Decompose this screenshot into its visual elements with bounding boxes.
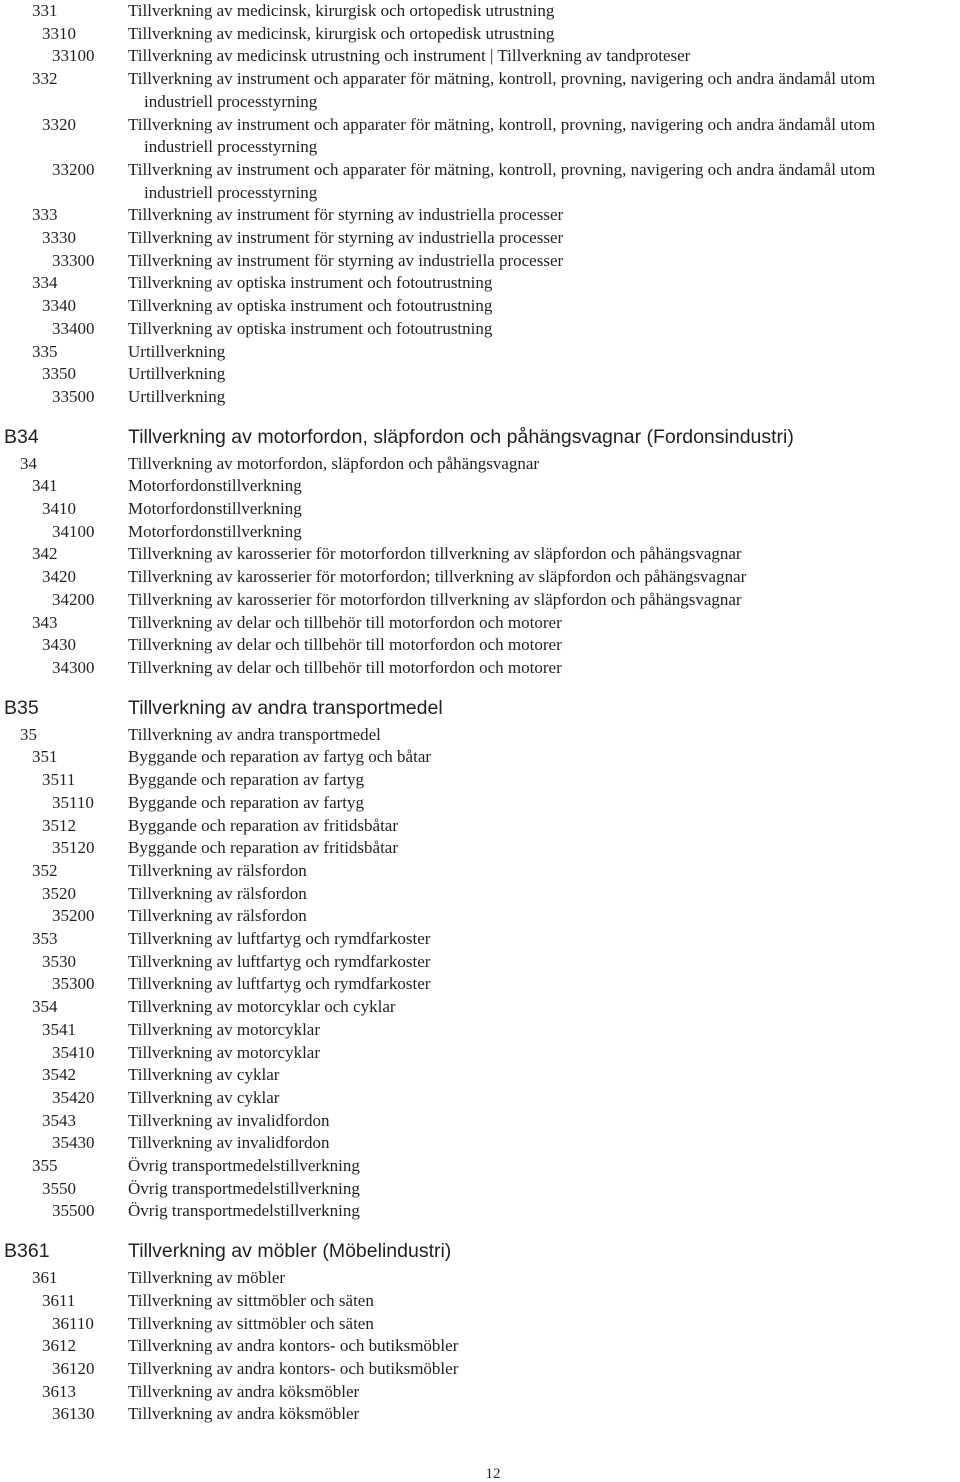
entry-code: 351 <box>32 747 58 767</box>
entry-code: 355 <box>32 1156 58 1176</box>
entry-description: Tillverkning av sittmöbler och säten <box>128 1313 374 1333</box>
entry-description: Motorfordonstillverkning <box>128 476 302 496</box>
entry-code: 35120 <box>52 838 95 858</box>
entry-description: Tillverkning av karosserier för motorfordon tillverkning av släpfordon och påhängsvagnar <box>128 589 742 609</box>
entry-code: 3611 <box>42 1290 76 1310</box>
classification-entry <box>0 453 960 476</box>
classification-entry <box>0 0 960 23</box>
classification-entry <box>0 341 960 364</box>
entry-description: Tillverkning av delar och tillbehör till motorfordon och motorer <box>128 657 562 677</box>
entry-code: 3520 <box>42 883 76 903</box>
classification-entry <box>0 386 960 409</box>
entry-code: 35200 <box>52 906 95 926</box>
section-header <box>0 696 960 720</box>
classification-entry <box>0 1110 960 1133</box>
classification-entry <box>0 68 960 113</box>
classification-entry <box>0 318 960 341</box>
entry-description: Tillverkning av optiska instrument och fotoutrustning <box>128 273 493 293</box>
classification-entry <box>0 363 960 386</box>
classification-entry <box>0 295 960 318</box>
section-code: B35 <box>4 696 39 719</box>
entry-description: industriell processtyrning <box>144 182 318 202</box>
classification-entry <box>0 883 960 906</box>
classification-entry <box>0 905 960 928</box>
entry-description: industriell processtyrning <box>144 137 318 157</box>
classification-entry <box>0 45 960 68</box>
entry-code: 3512 <box>42 815 76 835</box>
section-title: Tillverkning av andra transportmedel <box>128 696 443 719</box>
entry-code: 343 <box>32 612 58 632</box>
classification-entry <box>0 792 960 815</box>
classification-entry <box>0 973 960 996</box>
entry-code: 35430 <box>52 1133 95 1153</box>
entry-code: 3430 <box>42 635 76 655</box>
entry-code: 342 <box>32 544 58 564</box>
entry-code: 33500 <box>52 386 95 406</box>
entry-code: 35300 <box>52 974 95 994</box>
entry-code: 33400 <box>52 318 95 338</box>
classification-entry <box>0 521 960 544</box>
entry-code: 3550 <box>42 1178 76 1198</box>
entry-description: Tillverkning av rälsfordon <box>128 860 307 880</box>
entry-code: 33100 <box>52 46 95 66</box>
entry-description: Tillverkning av cyklar <box>128 1087 280 1107</box>
entry-code: 3320 <box>42 114 76 134</box>
entry-description: Tillverkning av instrument för styrning av industriella processer <box>128 250 564 270</box>
entry-description: Tillverkning av andra transportmedel <box>128 724 381 744</box>
entry-code: 3420 <box>42 567 76 587</box>
classification-entry <box>0 769 960 792</box>
entry-code: 3310 <box>42 23 76 43</box>
entry-code: 35 <box>20 724 37 744</box>
entry-code: 36120 <box>52 1358 95 1378</box>
entry-description: Tillverkning av andra köksmöbler <box>128 1404 360 1424</box>
classification-entry <box>0 159 960 204</box>
classification-entry <box>0 634 960 657</box>
entry-code: 354 <box>32 997 58 1017</box>
classification-entry <box>0 204 960 227</box>
entry-code: 36130 <box>52 1404 95 1424</box>
entry-code: 35500 <box>52 1201 95 1221</box>
entry-code: 341 <box>32 476 58 496</box>
section-title: Tillverkning av motorfordon, släpfordon och påhängsvagnar (Fordonsindustri) <box>128 425 794 448</box>
entry-code: 33200 <box>52 159 95 179</box>
entry-code: 335 <box>32 341 58 361</box>
entry-description: Tillverkning av instrument och apparater för mätning, kontroll, provning, navigering och andra ändamål utom <box>128 159 876 179</box>
page-number: 12 <box>485 1466 501 1482</box>
entry-description: Tillverkning av luftfartyg och rymdfarkoster <box>128 974 431 994</box>
entry-description: Tillverkning av instrument för styrning av industriella processer <box>128 228 564 248</box>
section-header <box>0 425 960 449</box>
entry-description: Tillverkning av andra kontors- och butiksmöbler <box>128 1336 459 1356</box>
entry-code: 35410 <box>52 1042 95 1062</box>
entry-code: 34100 <box>52 521 95 541</box>
classification-entry <box>0 1178 960 1201</box>
entry-description: Tillverkning av motorcyklar <box>128 1042 321 1062</box>
classification-entry <box>0 724 960 747</box>
entry-code: 334 <box>32 273 58 293</box>
classification-entry <box>0 250 960 273</box>
classification-entry <box>0 1200 960 1223</box>
entry-code: 3350 <box>42 364 76 384</box>
entry-description: Tillverkning av invalidfordon <box>128 1133 330 1153</box>
entry-description: Tillverkning av andra kontors- och butiksmöbler <box>128 1358 459 1378</box>
entry-code: 33300 <box>52 250 95 270</box>
entry-code: 3542 <box>42 1065 76 1085</box>
classification-entry <box>0 1313 960 1336</box>
entry-code: 361 <box>32 1268 58 1288</box>
entry-code: 3613 <box>42 1381 76 1401</box>
entry-description: Tillverkning av cyklar <box>128 1065 280 1085</box>
entry-description: Urtillverkning <box>128 341 226 361</box>
classification-entry <box>0 566 960 589</box>
entry-description: Tillverkning av motorcyklar och cyklar <box>128 997 396 1017</box>
entry-description: Övrig transportmedelstillverkning <box>128 1178 360 1198</box>
classification-entry <box>0 1064 960 1087</box>
classification-entry <box>0 23 960 46</box>
entry-description: Byggande och reparation av fritidsbåtar <box>128 815 399 835</box>
classification-entry <box>0 1042 960 1065</box>
classification-entry <box>0 815 960 838</box>
entry-code: 3612 <box>42 1336 76 1356</box>
classification-entry <box>0 1019 960 1042</box>
entry-description: Byggande och reparation av fartyg <box>128 770 365 790</box>
entry-description: Tillverkning av luftfartyg och rymdfarkoster <box>128 929 431 949</box>
classification-entry <box>0 272 960 295</box>
entry-code: 3543 <box>42 1110 76 1130</box>
classification-entry <box>0 589 960 612</box>
entry-code: 333 <box>32 205 58 225</box>
section-title: Tillverkning av möbler (Möbelindustri) <box>128 1240 452 1263</box>
classification-entry <box>0 1132 960 1155</box>
entry-description: Tillverkning av motorcyklar <box>128 1019 321 1039</box>
entry-code: 3541 <box>42 1019 76 1039</box>
entry-code: 3330 <box>42 228 76 248</box>
classification-entry <box>0 1155 960 1178</box>
classification-entry <box>0 612 960 635</box>
entry-code: 34 <box>20 453 37 473</box>
entry-description: Byggande och reparation av fartyg och båtar <box>128 747 432 767</box>
entry-description: Tillverkning av delar och tillbehör till motorfordon och motorer <box>128 635 562 655</box>
classification-entry <box>0 498 960 521</box>
entry-description: Övrig transportmedelstillverkning <box>128 1201 360 1221</box>
classification-entry <box>0 543 960 566</box>
entry-description: Tillverkning av instrument och apparater för mätning, kontroll, provning, navigering och andra ändamål utom <box>128 69 876 89</box>
entry-code: 35420 <box>52 1087 95 1107</box>
classification-entry <box>0 1403 960 1426</box>
entry-description: Tillverkning av motorfordon, släpfordon och påhängsvagnar <box>128 453 540 473</box>
entry-code: 3511 <box>42 770 76 790</box>
entry-description: Byggande och reparation av fartyg <box>128 792 365 812</box>
classification-entry <box>0 475 960 498</box>
classification-entry <box>0 1381 960 1404</box>
entry-description: Tillverkning av optiska instrument och fotoutrustning <box>128 318 493 338</box>
entry-code: 353 <box>32 929 58 949</box>
classification-entry <box>0 1358 960 1381</box>
entry-description: industriell processtyrning <box>144 91 318 111</box>
entry-code: 35110 <box>52 792 94 812</box>
entry-description: Tillverkning av karosserier för motorfordon; tillverkning av släpfordon och påhängsvagnar <box>128 567 747 587</box>
section-code: B361 <box>4 1240 50 1263</box>
entry-description: Motorfordonstillverkning <box>128 499 302 519</box>
classification-entry <box>0 928 960 951</box>
entry-description: Tillverkning av invalidfordon <box>128 1110 330 1130</box>
entry-description: Tillverkning av medicinsk, kirurgisk och ortopedisk utrustning <box>128 23 555 43</box>
entry-description: Tillverkning av instrument och apparater för mätning, kontroll, provning, navigering och andra ändamål utom <box>128 114 876 134</box>
entry-description: Tillverkning av rälsfordon <box>128 883 307 903</box>
classification-entry <box>0 951 960 974</box>
classification-entry <box>0 657 960 680</box>
entry-description: Tillverkning av karosserier för motorfordon tillverkning av släpfordon och påhängsvagnar <box>128 544 742 564</box>
classification-entry <box>0 1335 960 1358</box>
entry-description: Tillverkning av delar och tillbehör till motorfordon och motorer <box>128 612 562 632</box>
section-code: B34 <box>4 425 39 448</box>
entry-code: 352 <box>32 860 58 880</box>
entry-description: Tillverkning av möbler <box>128 1268 286 1288</box>
entry-code: 331 <box>32 1 58 20</box>
classification-entry <box>0 837 960 860</box>
entry-description: Urtillverkning <box>128 364 226 384</box>
entry-description: Tillverkning av andra köksmöbler <box>128 1381 360 1401</box>
entry-description: Tillverkning av sittmöbler och säten <box>128 1290 374 1310</box>
section-header <box>0 1239 960 1263</box>
entry-description: Tillverkning av medicinsk, kirurgisk och ortopedisk utrustning <box>128 1 555 20</box>
entry-code: 332 <box>32 69 58 89</box>
classification-entry <box>0 746 960 769</box>
entry-description: Tillverkning av medicinsk utrustning och instrument | Tillverkning av tandproteser <box>128 46 691 66</box>
entry-code: 3530 <box>42 951 76 971</box>
entry-code: 3340 <box>42 296 76 316</box>
entry-code: 3410 <box>42 499 76 519</box>
classification-entry <box>0 996 960 1019</box>
entry-description: Urtillverkning <box>128 386 226 406</box>
classification-entry <box>0 1290 960 1313</box>
entry-code: 34300 <box>52 657 95 677</box>
entry-description: Tillverkning av luftfartyg och rymdfarkoster <box>128 951 431 971</box>
entry-description: Tillverkning av rälsfordon <box>128 906 307 926</box>
classification-entry <box>0 1087 960 1110</box>
classification-entry <box>0 860 960 883</box>
classification-entry <box>0 227 960 250</box>
entry-description: Byggande och reparation av fritidsbåtar <box>128 838 399 858</box>
entry-description: Tillverkning av optiska instrument och fotoutrustning <box>128 296 493 316</box>
entry-description: Övrig transportmedelstillverkning <box>128 1156 360 1176</box>
classification-entry <box>0 1267 960 1290</box>
entry-code: 36110 <box>52 1313 94 1333</box>
entry-description: Motorfordonstillverkning <box>128 521 302 541</box>
entry-code: 34200 <box>52 589 95 609</box>
classification-entry <box>0 114 960 159</box>
entry-description: Tillverkning av instrument för styrning av industriella processer <box>128 205 564 225</box>
